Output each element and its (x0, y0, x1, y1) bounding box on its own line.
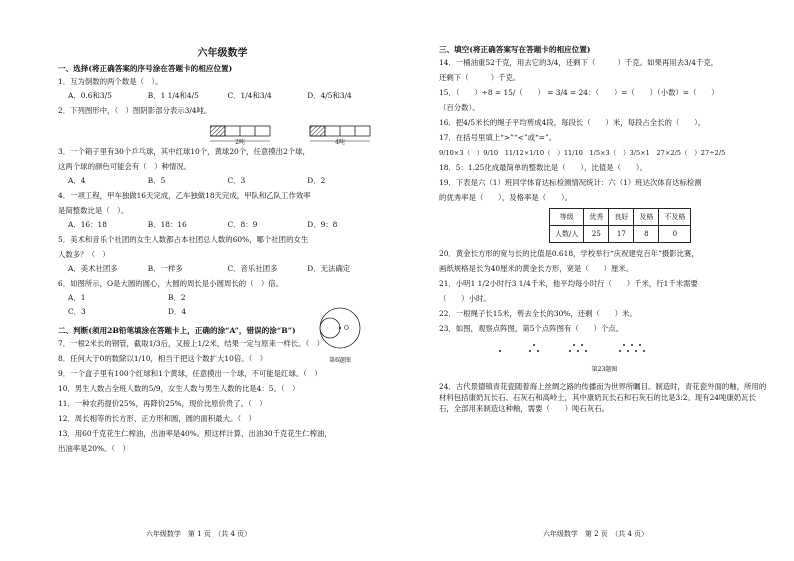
question-6-options-row2 (68, 307, 268, 317)
question-1: 1．互为倒数的两个数是（ ）。 (58, 77, 163, 86)
dot-pattern-figure (439, 344, 770, 362)
option-d[interactable]: D．4/5和3/4 (307, 91, 352, 100)
option-c[interactable]: C．3 (68, 307, 86, 316)
bar-label-2t: 2吨 (235, 139, 245, 146)
dot (569, 350, 571, 352)
option-d[interactable]: D．4 (168, 307, 187, 316)
option-a[interactable]: A．16：18 (68, 220, 107, 229)
table-header-cell: 等级 (550, 209, 584, 226)
option-b[interactable]: B．1 1/4和4/5 (147, 91, 199, 100)
figure-6-caption: 第6题图 (329, 357, 351, 364)
question-11: 11．一种农药提价25%，再降价25%，现价比原价贵了。（ ） (58, 399, 267, 408)
question-22: 22．一根绳子长15米，剪去全长的30%，还剩（ ）米。 (439, 309, 637, 318)
table-header-cell: 及格 (634, 209, 659, 226)
question-15: 15．（ ）÷8 = 15/（ ） = 3/4 = 24：（ ）=（ ）（小数）=（ ） (439, 88, 719, 97)
dot (627, 350, 629, 352)
option-a[interactable]: A．1 (68, 293, 86, 302)
question-2-figures (210, 124, 390, 150)
question-19: 19．下表是六（1）班同学体育达标检测情况统计：六（1）班达次体育达标检测 (439, 178, 702, 187)
question-15-cont: （百分数）。 (439, 103, 480, 112)
dot (619, 350, 621, 352)
question-17: 17．在括号里填上“>”“<”或“=”。 (439, 133, 557, 142)
question-20-cont: 画纸规格是长为40厘米的黄金长方形，宽是（ ）厘米。 (439, 264, 634, 273)
question-12: 12．周长相等的长方形、正方形和圆，圆的面积最大。（ ） (58, 414, 256, 423)
option-c[interactable]: C．1/4和3/4 (227, 91, 272, 100)
question-21-cont: （ ）小时。 (439, 294, 491, 303)
right-page (397, 0, 794, 561)
question-13-cont: 出油率是20%。（ ） (58, 444, 130, 453)
question-24: 24．古代景德镇青花瓷随着海上丝绸之路的传播而为世界所瞩目。制造时，青花瓷外面的釉，所用的材料包括康奶瓦长石、石灰石和高岭土，其中康奶瓦长石和石灰石的比是3:2。现有24吨康奶瓦长石，全部用来制造这种釉，需要（ ）吨石灰石。 (439, 382, 767, 413)
question-16: 16．把4/5米长的绳子平均剪成4段，每段长（ ）米，每段占全长的（ ）。 (439, 118, 706, 127)
option-a[interactable]: A．0.6和3/5 (68, 91, 112, 100)
dot (577, 350, 579, 352)
dot (623, 344, 625, 346)
center-label: O (344, 325, 349, 332)
option-b[interactable]: B．一样多 (147, 264, 183, 273)
page-footer-left: 六年级数学 第 1 页 （共 4 页） (145, 530, 252, 538)
option-a[interactable]: A．美术社团多 (68, 264, 118, 273)
question-4-options (68, 220, 387, 230)
option-a[interactable]: A．4 (68, 176, 86, 185)
question-2: 2．下列图形中，（ ）图阴影部分表示3/4吨。 (58, 106, 212, 115)
dot (533, 344, 535, 346)
section-1-heading: 一、选择(将正确答案的序号涂在答题卡的相应位置) (58, 64, 233, 73)
dot (643, 350, 645, 352)
section-2-heading: 二、判断(须用2B铅笔填涂在答题卡上，正确的涂“A”，错误的涂“B”) (58, 326, 296, 335)
question-4: 4．一项工程，甲车独做16天完成，乙车独做18天完成，甲队和乙队工作效率 (58, 191, 311, 200)
dot (529, 350, 531, 352)
table-cell: 人数/人 (550, 226, 584, 243)
option-d[interactable]: D．无法确定 (307, 264, 351, 273)
exam-title: 六年级数学 (197, 48, 248, 59)
question-14-cont: 还剩下（ ）千克。 (439, 73, 521, 82)
question-9: 9．一个盒子里有100个红球和1个黄球，任意摸出一个球，不可能是红球。（ ） (58, 369, 322, 378)
option-b[interactable]: B．2 (168, 293, 186, 302)
dot (537, 350, 539, 352)
bar-diagrams (210, 124, 390, 146)
dot (581, 344, 583, 346)
dot (631, 344, 633, 346)
question-8: 8．任何大于0的数除以1/10，相当于把这个数扩大10倍。（ ） (58, 354, 268, 363)
option-c[interactable]: C．8：9 (227, 220, 258, 229)
dot (499, 350, 501, 352)
table-cell: 8 (634, 226, 659, 243)
table-header-cell: 不及格 (659, 209, 691, 226)
question-1-options (68, 91, 387, 101)
question-13: 13．用60千克花生仁榨油，出油率是40%。照这样计算，出油30千克花生仁榨油， (58, 429, 332, 438)
question-4-cont: 是简整数比是（ ）。 (58, 206, 129, 215)
question-21: 21．小明1 1/2小时行3 1/4千米，他平均每小时行（ ）千米，行1千米需要 (439, 279, 698, 288)
dot (639, 344, 641, 346)
section-3-heading: 三、填空(将正确答案写在答题卡的相应位置) (439, 45, 591, 54)
question-20: 20．黄金长方形的宽与长的比值是0.618，学校举行“庆祝建党百年”摄影比赛， (439, 249, 699, 258)
option-d[interactable]: D．2 (307, 176, 326, 185)
question-5: 5．美术和音乐个社团的女生人数都占本社团总人数的60%，哪个社团的女生 (58, 235, 309, 244)
question-5-options (68, 264, 387, 274)
option-b[interactable]: B．18：16 (147, 220, 187, 229)
question-14: 14．一桶油重52千克，用去它的3/4，还剩下（ ）千克。如果再用去3/4千克， (439, 58, 719, 67)
question-3-options (68, 176, 387, 186)
table-cell: 0 (659, 226, 691, 243)
question-10: 10．男生人数占全班人数的5/9，女生人数与男生人数的比是4：5。（ ） (58, 384, 300, 393)
table-cell: 17 (609, 226, 634, 243)
table-header-cell: 优秀 (584, 209, 609, 226)
circles-diagram (308, 306, 372, 354)
dot (573, 344, 575, 346)
bar-label-4t: 4吨 (335, 139, 345, 146)
table-header-row (550, 209, 691, 226)
question-19-cont: 的优秀率是（ ），及格率是（ ）。 (439, 193, 573, 202)
bar-figure-c (210, 126, 270, 146)
question-6-options-row1 (68, 293, 268, 303)
table-header-cell: 良好 (609, 209, 634, 226)
question-23: 23．如图，观察点阵图，第5个点阵图有（ ）个点。 (439, 324, 624, 333)
question-18: 18．5：1.25化成最简单的整数比是（ ），比值是（ ）。 (439, 163, 647, 172)
option-d[interactable]: D．9：8 (307, 220, 338, 229)
question-6-figure (308, 306, 372, 364)
question-5-cont: 人数多？（ ） (58, 250, 110, 259)
table-row (550, 226, 691, 243)
question-6: 6．如图所示，O是大圆的圆心，大圆的周长是小圆周长的（ ）倍。 (58, 279, 284, 288)
table-cell: 25 (584, 226, 609, 243)
dot (635, 350, 637, 352)
figure-23-caption: 第23题图 (591, 366, 618, 373)
question-3: 3．一个箱子里有30个乒乓球，其中红球10个，黄球20个，任意摸出2个球， (58, 147, 310, 156)
question-3-cont: 这两个球的颜色可能会有（ ）种情况。 (58, 162, 192, 171)
option-c[interactable]: C．音乐社团多 (227, 264, 278, 273)
bar-figure-d (310, 126, 370, 146)
dot (585, 350, 587, 352)
question-7: 7．一根2米长的钢管，截取1/3后，又接上1/2米，结果一定与原来一样长。（ ） (58, 339, 324, 348)
option-b[interactable]: B．5 (147, 176, 166, 185)
page-footer-right: 六年级数学 第 2 页 （共 4 页） (542, 530, 649, 538)
option-c[interactable]: C．3 (227, 176, 246, 185)
question-17-row: 9/10×3（ ）9/10 11/12×1/10（ ）11/10 1/5×3（ ）3/5×1 27×2/5（ ）27÷2/5 (439, 149, 726, 157)
fitness-stats-table (549, 208, 691, 243)
